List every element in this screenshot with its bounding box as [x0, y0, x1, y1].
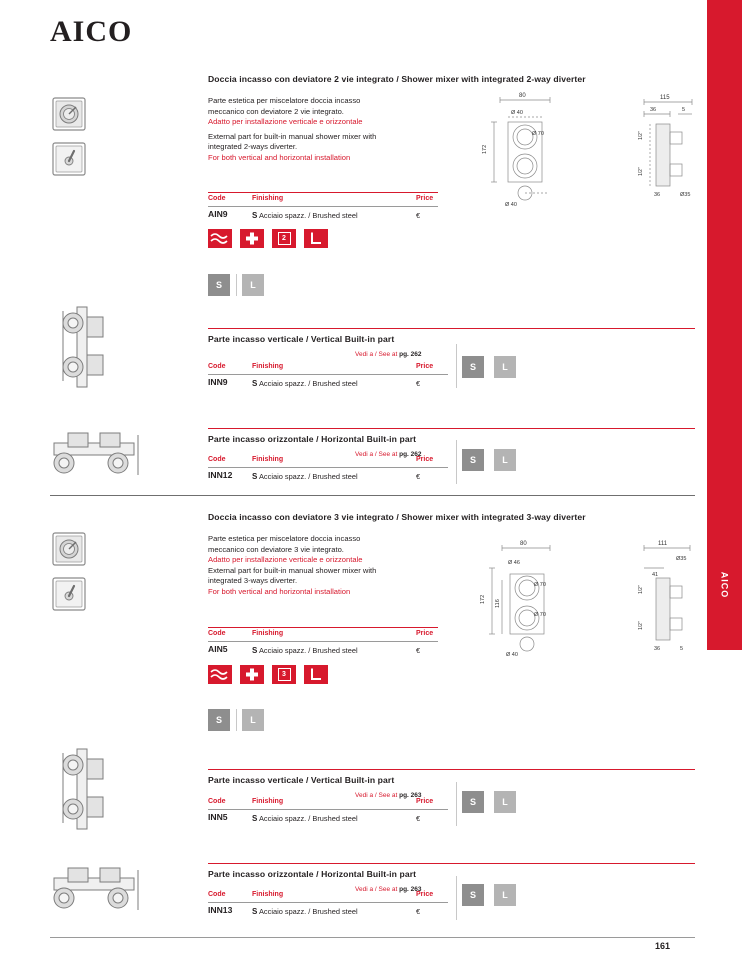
col-code-ain5: Code	[208, 630, 226, 637]
product-image-inn13	[42, 860, 146, 920]
diverter-count-ain5: 3	[278, 668, 291, 681]
swatch-s-inn12[interactable]: S	[462, 449, 484, 471]
svg-text:80: 80	[519, 93, 526, 99]
finishing-inn12	[252, 472, 358, 481]
col-price-inn12: Price	[416, 456, 434, 463]
finishing-inn5	[252, 814, 358, 823]
finishing-text-ain5: Acciaio spazz. / Brushed steel	[259, 646, 358, 655]
col-code-inn12: Code	[208, 456, 226, 463]
finishing-text-ain9: Acciaio spazz. / Brushed steel	[259, 211, 358, 220]
swatch-l-inn5[interactable]: L	[494, 791, 516, 813]
price-ain5: €	[416, 646, 421, 655]
col-price-ain9: Price	[416, 195, 434, 202]
cross-icon-ain5	[240, 665, 264, 684]
svg-text:172: 172	[482, 144, 488, 154]
desc-it-line1-ain5: Parte estetica per miscelatore doccia incasso	[208, 534, 361, 543]
svg-text:1/2": 1/2"	[638, 621, 644, 630]
finishing-text-inn5: Acciaio spazz. / Brushed steel	[259, 814, 358, 823]
swatch-s-inn9[interactable]: S	[462, 356, 484, 378]
code-inn5: INN5	[208, 812, 228, 822]
svg-text:Ø 40: Ø 40	[506, 652, 518, 658]
svg-text:1/2": 1/2"	[638, 585, 644, 594]
swatch-l-inn13[interactable]: L	[494, 884, 516, 906]
product-image-inn12	[42, 425, 146, 485]
product-desc-ain5	[208, 534, 448, 597]
price-inn9: €	[416, 379, 421, 388]
desc-it-line1: Parte estetica per miscelatore doccia incasso	[208, 96, 361, 105]
technical-drawing-ain5-side	[630, 536, 710, 654]
finishing-text-inn12: Acciaio spazz. / Brushed steel	[259, 472, 358, 481]
see-at-page-inn5: pg. 263	[399, 792, 422, 799]
svg-text:5: 5	[680, 646, 684, 652]
see-at-page-inn9: pg. 262	[399, 351, 422, 358]
diverter-count-ain9: 2	[278, 232, 291, 245]
see-at-label-inn5: Vedi a / See at	[355, 792, 398, 799]
product-image-ain5-b	[50, 575, 90, 615]
swatch-s-inn5[interactable]: S	[462, 791, 484, 813]
col-finishing-inn13: Finishing	[252, 891, 284, 898]
svg-text:36: 36	[654, 646, 661, 652]
swatch-s-inn13[interactable]: S	[462, 884, 484, 906]
technical-drawing-ain5-front	[478, 536, 588, 658]
product-title-inn5: Parte incasso verticale / Vertical Built-in part	[208, 775, 395, 785]
svg-text:80: 80	[520, 541, 527, 547]
corner-icon	[304, 229, 328, 248]
finishing-letter-inn13: S	[252, 907, 258, 916]
col-price-inn13: Price	[416, 891, 434, 898]
col-code-ain9: Code	[208, 195, 226, 202]
desc-it-note-ain5: Adatto per installazione verticale e orizzontale	[208, 555, 363, 564]
finishing-ain5	[252, 646, 358, 655]
svg-text:115: 115	[660, 95, 670, 101]
product-title-ain9: Doccia incasso con deviatore 2 vie integrato / Shower mixer with integrated 2-way diverter	[208, 74, 586, 84]
code-inn9: INN9	[208, 377, 228, 387]
finishing-ain9	[252, 211, 358, 220]
product-title-inn9: Parte incasso verticale / Vertical Built-in part	[208, 334, 395, 344]
see-at-inn5	[355, 792, 422, 799]
product-image-inn5	[55, 745, 115, 833]
code-ain5: AIN5	[208, 644, 228, 654]
product-title-ain5: Doccia incasso con deviatore 3 vie integrato / Shower mixer with integrated 3-way diverter	[208, 512, 586, 522]
swatch-s-ain5[interactable]: S	[208, 709, 230, 731]
finishing-letter-inn12: S	[252, 472, 258, 481]
product-image-ain9-b	[50, 140, 90, 180]
desc-it-line2: meccanico con deviatore 2 vie integrato.	[208, 106, 344, 116]
wave-icon	[208, 229, 232, 248]
see-at-label-inn13: Vedi a / See at	[355, 886, 398, 893]
product-image-inn9	[55, 303, 115, 391]
col-code-inn13: Code	[208, 891, 226, 898]
svg-text:36: 36	[650, 107, 657, 113]
see-at-page-inn12: pg. 262	[399, 451, 422, 458]
svg-text:Ø 70: Ø 70	[534, 612, 546, 618]
svg-text:Ø35: Ø35	[680, 192, 691, 198]
svg-text:41: 41	[652, 572, 659, 578]
wave-icon-ain5	[208, 665, 232, 684]
col-finishing-inn12: Finishing	[252, 456, 284, 463]
finishing-letter-inn5: S	[252, 814, 258, 823]
col-finishing-ain9: Finishing	[252, 195, 284, 202]
finishing-text-inn9: Acciaio spazz. / Brushed steel	[259, 379, 358, 388]
diverter-3-icon	[272, 665, 296, 684]
svg-text:Ø 70: Ø 70	[534, 582, 546, 588]
swatch-l-inn12[interactable]: L	[494, 449, 516, 471]
col-finishing-ain5: Finishing	[252, 630, 284, 637]
svg-text:116: 116	[495, 599, 501, 608]
finishing-inn13	[252, 907, 358, 916]
desc-en-line1: External part for built-in manual shower mixer with	[208, 131, 377, 141]
svg-text:5: 5	[682, 107, 686, 113]
col-finishing-inn5: Finishing	[252, 798, 284, 805]
price-inn5: €	[416, 814, 421, 823]
finishing-text-inn13: Acciaio spazz. / Brushed steel	[259, 907, 358, 916]
svg-text:Ø 40: Ø 40	[505, 202, 517, 208]
col-price-ain5: Price	[416, 630, 434, 637]
price-ain9: €	[416, 211, 421, 220]
desc-en-line2: integrated 2-ways diverter.	[208, 142, 298, 151]
technical-drawing-ain9-front	[478, 92, 588, 210]
finishing-letter-ain9: S	[252, 211, 258, 220]
svg-text:Ø35: Ø35	[676, 556, 687, 562]
swatch-l-ain5[interactable]: L	[242, 709, 264, 731]
price-inn13: €	[416, 907, 421, 916]
desc-en-note-ain5: For both vertical and horizontal installation	[208, 586, 351, 596]
page-number: 161	[655, 941, 671, 951]
swatch-l-ain9[interactable]: L	[242, 274, 264, 296]
product-image-ain5-a	[50, 530, 90, 570]
brand-logo: AICO	[50, 15, 133, 48]
col-price-inn9: Price	[416, 363, 434, 370]
see-at-label-inn9: Vedi a / See at	[355, 351, 398, 358]
finishing-letter-inn9: S	[252, 379, 258, 388]
cross-icon	[240, 229, 264, 248]
section-tab-label	[707, 555, 742, 615]
product-image-ain9-a	[50, 95, 90, 135]
product-desc-ain9	[208, 96, 448, 163]
svg-text:172: 172	[480, 594, 486, 604]
price-inn12: €	[416, 472, 421, 481]
see-at-inn9	[355, 351, 422, 358]
footer-divider	[50, 937, 695, 938]
swatch-l-inn9[interactable]: L	[494, 356, 516, 378]
finishing-inn9	[252, 379, 358, 388]
product-title-inn13: Parte incasso orizzontale / Horizontal Built-in part	[208, 869, 417, 879]
corner-icon-ain5	[304, 665, 328, 684]
svg-text:Ø 46: Ø 46	[508, 560, 520, 566]
diverter-2-icon	[272, 229, 296, 248]
svg-text:Ø 40: Ø 40	[511, 110, 523, 116]
see-at-inn12	[355, 451, 422, 458]
col-price-inn5: Price	[416, 798, 434, 805]
svg-text:111: 111	[658, 541, 668, 547]
code-inn13: INN13	[208, 905, 233, 915]
section-tab	[707, 0, 742, 650]
see-at-inn13	[355, 886, 422, 893]
svg-text:1/2": 1/2"	[638, 131, 644, 140]
desc-it-note: Adatto per installazione verticale e orizzontale	[208, 117, 363, 126]
desc-en-note: For both vertical and horizontal installation	[208, 152, 351, 162]
see-at-page-inn13: pg. 263	[399, 886, 422, 893]
finishing-letter-ain5: S	[252, 646, 258, 655]
code-inn12: INN12	[208, 470, 233, 480]
svg-text:36: 36	[654, 192, 661, 198]
desc-en-line2-ain5: integrated 3-ways diverter.	[208, 576, 298, 585]
svg-text:Ø 70: Ø 70	[532, 131, 544, 137]
swatch-s-ain9[interactable]: S	[208, 274, 230, 296]
technical-drawing-ain9-side	[630, 92, 710, 202]
product-title-inn12: Parte incasso orizzontale / Horizontal Built-in part	[208, 434, 417, 444]
desc-en-line1-ain5: External part for built-in manual shower mixer with	[208, 565, 377, 575]
col-finishing-inn9: Finishing	[252, 363, 284, 370]
section-tab-text: AICO	[719, 571, 730, 599]
desc-it-line2-ain5: meccanico con deviatore 3 vie integrato.	[208, 544, 344, 554]
see-at-label-inn12: Vedi a / See at	[355, 451, 398, 458]
col-code-inn9: Code	[208, 363, 226, 370]
col-code-inn5: Code	[208, 798, 226, 805]
code-ain9: AIN9	[208, 209, 228, 219]
svg-text:1/2": 1/2"	[638, 167, 644, 176]
